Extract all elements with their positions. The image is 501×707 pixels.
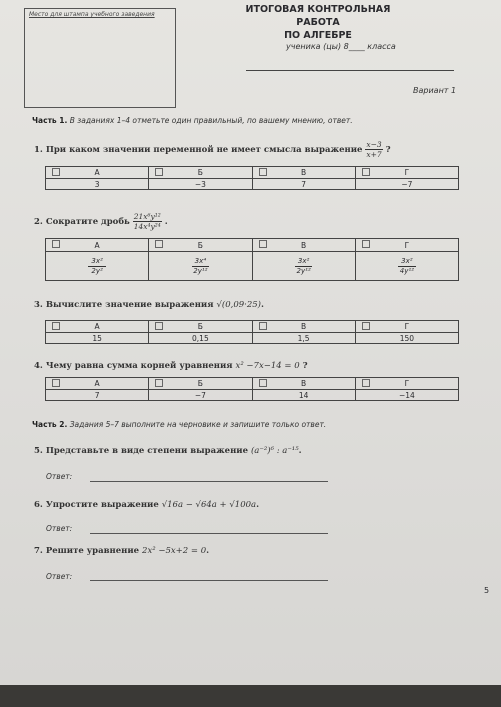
part2-instruction: Задания 5–7 выполните на черновике и запишите только ответ. [69,420,327,429]
q4-text: 4. Чему равна сумма корней уравнения [34,361,233,371]
q4-option-c[interactable] [252,378,355,390]
q1-tail: ? [385,145,391,155]
option-letter: В [301,379,307,388]
q4-answer-c: 14 [252,390,355,401]
student-class-line: ученика (цы) 8____ класса [286,42,396,51]
question-7 [34,546,209,556]
q6-answer-field[interactable] [90,533,328,534]
q4-answer-b: −7 [149,390,252,401]
checkbox-icon[interactable] [52,168,60,176]
option-letter: Б [197,322,203,331]
question-6 [34,500,259,510]
checkbox-icon[interactable] [259,322,267,330]
q2-tail: . [164,217,168,227]
checkbox-icon[interactable] [155,168,163,176]
q1-frac-den: x+7 [366,150,382,159]
q7-text: 7. Решите уравнение [34,546,140,556]
q2-b-den: 2y¹² [193,266,208,275]
part1-instruction: В заданиях 1–4 отметьте один правильный, по вашему мнению, ответ. [69,116,353,125]
option-letter: Г [404,322,410,331]
q2-a-num: 3x² [88,257,105,267]
q2-d-den: 4y¹² [399,266,414,275]
q3-answer-b: 0,15 [149,333,252,344]
option-letter: В [301,322,307,331]
q3-option-b[interactable] [149,321,252,333]
question-1 [34,140,391,159]
q1-option-b[interactable] [149,167,252,179]
q2-fraction [133,212,162,231]
q1-text: 1. При каком значении переменной не имеет смысла выражение [34,145,363,155]
q1-option-a[interactable] [46,167,149,179]
option-letter: А [94,322,100,331]
q7-expression: 2x² −5x+2 = 0 [142,546,207,556]
option-letter: В [301,168,307,177]
q5-answer-label: Ответ: [46,472,73,481]
title-line-2: ПО АЛГЕБРЕ [284,30,352,41]
q3-text: 3. Вычислите значение выражения [34,300,214,310]
option-letter: В [301,240,307,250]
q2-b-num: 3x⁴ [192,257,209,267]
q2-answer-b [149,252,252,281]
checkbox-icon[interactable] [52,240,60,248]
q2-a-den: 2y² [91,266,103,275]
option-letter: Г [404,168,410,177]
q1-option-d[interactable] [355,167,458,179]
question-5 [34,446,302,456]
checkbox-icon[interactable] [52,379,60,387]
q2-option-c[interactable] [252,239,355,252]
question-3 [34,300,264,310]
part2-heading [32,420,326,429]
q1-frac-num: x−3 [366,140,382,149]
checkbox-icon[interactable] [259,168,267,176]
q3-expression: √(0,09·25) [216,300,261,310]
question-4 [34,361,308,371]
q4-option-d[interactable] [355,378,458,390]
option-letter: Б [197,240,203,250]
q4-option-a[interactable] [46,378,149,390]
q1-answer-a: 3 [46,179,149,190]
stamp-box [24,8,176,108]
checkbox-icon[interactable] [155,240,163,248]
checkbox-icon[interactable] [362,379,370,387]
q1-fraction [365,140,382,159]
variant-label: Вариант 1 [413,86,457,95]
q2-c-den: 2y¹² [296,266,311,275]
name-underline [246,70,454,71]
q2-option-b[interactable] [149,239,252,252]
checkbox-icon[interactable] [155,322,163,330]
q2-frac-den: 14x⁴y²⁴ [133,222,161,231]
q2-answer-table [45,238,459,281]
option-letter: Г [404,379,410,388]
checkbox-icon[interactable] [362,168,370,176]
checkbox-icon[interactable] [259,240,267,248]
q3-tail: . [261,300,264,310]
q5-tail: . [298,446,302,456]
q6-tail: . [256,500,260,510]
checkbox-icon[interactable] [52,322,60,330]
q7-tail: . [206,546,210,556]
checkbox-icon[interactable] [155,379,163,387]
q1-answer-table [45,166,459,190]
q1-option-c[interactable] [252,167,355,179]
checkbox-icon[interactable] [259,379,267,387]
q1-answer-d: −7 [355,179,458,190]
q2-answer-d [355,252,458,281]
q3-option-a[interactable] [46,321,149,333]
q3-option-d[interactable] [355,321,458,333]
q2-text: 2. Сократите дробь [34,217,130,227]
q3-answer-table [45,320,459,344]
q6-expression: √16a − √64a + √100a [161,500,257,510]
title-line-1: ИТОГОВАЯ КОНТРОЛЬНАЯ РАБОТА [245,4,391,28]
option-letter: Г [404,240,410,250]
q1-answer-b: −3 [149,179,252,190]
page-number: 5 [484,586,490,595]
q2-option-d[interactable] [355,239,458,252]
q2-c-num: 3x² [295,257,312,267]
q3-answer-c: 1,5 [252,333,355,344]
q4-answer-table [45,377,459,401]
part1-heading [32,116,353,125]
q7-answer-label: Ответ: [46,572,73,581]
question-2 [34,212,168,231]
q3-answer-d: 150 [355,333,458,344]
q4-option-b[interactable] [149,378,252,390]
q7-answer-field[interactable] [90,580,328,581]
q4-answer-d: −14 [355,390,458,401]
q5-expression: (a⁻²)⁶ : a⁻¹⁵ [250,446,299,456]
option-letter: Б [197,379,203,388]
page-title [238,3,398,42]
checkbox-icon[interactable] [362,322,370,330]
q3-answer-a: 15 [46,333,149,344]
q4-expression: x² −7x−14 = 0 [235,361,300,371]
option-letter: А [94,168,100,177]
option-letter: А [94,240,100,250]
q3-option-c[interactable] [252,321,355,333]
part1-label: Часть 1. [32,116,68,125]
q6-text: 6. Упростите выражение [34,500,159,510]
q5-text: 5. Представьте в виде степени выражение [34,446,249,456]
stamp-label: Место для штампа учебного заведения [29,11,155,18]
q2-option-a[interactable] [46,239,149,252]
option-letter: А [94,379,100,388]
part2-label: Часть 2. [32,420,68,429]
option-letter: Б [197,168,203,177]
q5-answer-field[interactable] [90,481,328,482]
q2-d-num: 3x² [398,257,415,267]
q2-answer-c [252,252,355,281]
q4-tail: ? [302,361,308,371]
q2-frac-num: 21x⁶y¹² [133,212,161,221]
q1-answer-c: 7 [252,179,355,190]
checkbox-icon[interactable] [362,240,370,248]
q6-answer-label: Ответ: [46,524,73,533]
q4-answer-a: 7 [46,390,149,401]
q2-answer-a [46,252,149,281]
